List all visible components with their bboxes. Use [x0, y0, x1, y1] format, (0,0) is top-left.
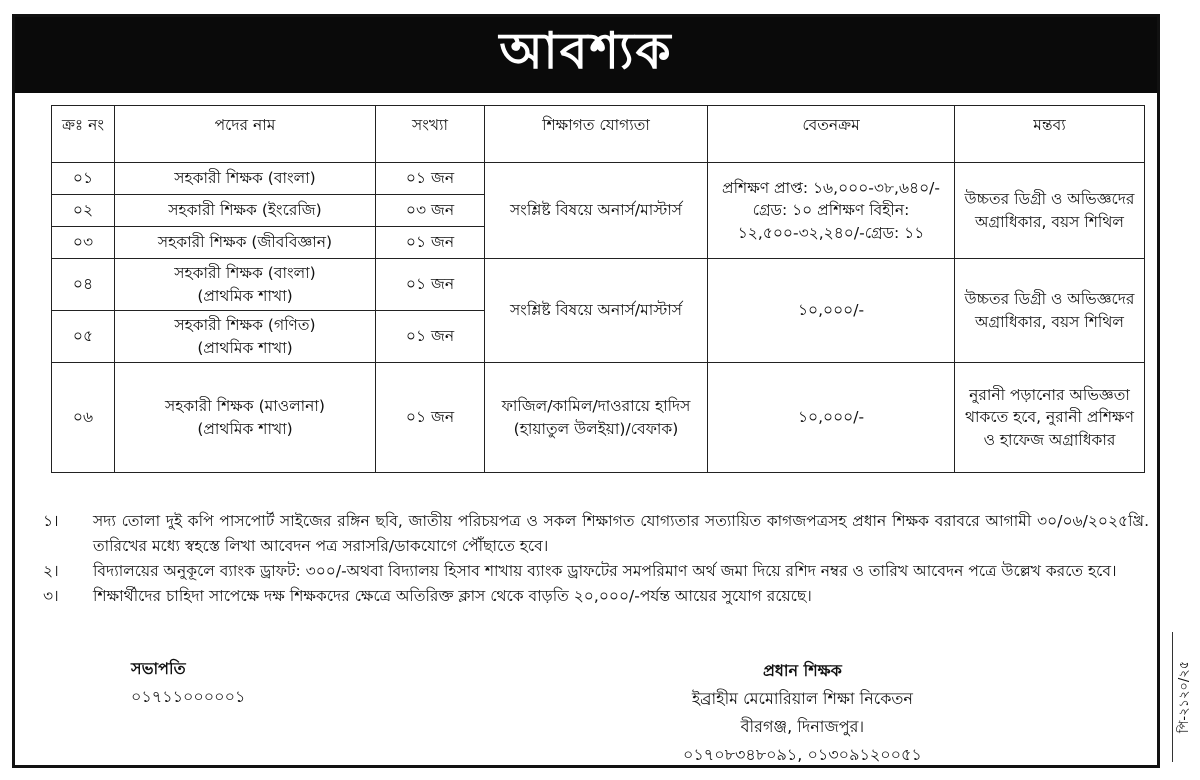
term-number: ১।	[43, 512, 59, 530]
term-text: সদ্য তোলা দুই কপি পাসপোর্ট সাইজের রঙ্গিন ছবি, জাতীয় পরিচয়পত্র ও সকল শিক্ষাগত যোগ্যতার সত্যায়িত কাগজপত্রসহ প্রধান শিক্ষক বরাবরে আগামী ৩০/০৬/২০২৫খ্রি. তারিখের মধ্যে স্বহস্তে লিখা আবেদন পত্র সরাসরি/ডাকযোগে পৌঁছাতে হবে।	[93, 512, 1149, 555]
list-item	[39, 559, 1149, 584]
group1-pay-scale: প্রশিক্ষণ প্রাপ্ত: ১৬,০০০-৩৮,৬৪০/-গ্রেড: ১০ প্রশিক্ষণ বিহীন: ১২,৫০০-৩২,২৪০/-গ্রেড: ১১	[708, 163, 955, 259]
group3-education: ফাজিল/কামিল/দাওরায়ে হাদিস (হায়াতুল উলইয়া)/বেফাক)	[485, 363, 708, 473]
header-remarks: মন্তব্য	[955, 106, 1145, 163]
header-serial: ক্রঃ নং	[52, 106, 115, 163]
row-count: ০১ জন	[376, 311, 485, 363]
row-count: ০৩ জন	[376, 195, 485, 227]
president-title: সভাপতি	[131, 659, 186, 678]
president-phone: ০১৭১১০০০০০১	[131, 687, 246, 706]
term-text: শিক্ষার্থীদের চাহিদা সাপেক্ষে দক্ষ শিক্ষকদের ক্ষেত্রে অতিরিক্ত ক্লাস থেকে বাড়তি ২০,০০০/-পর্যন্ত আয়ের সুযোগ রয়েছে।	[93, 587, 812, 605]
row-serial: ০৬	[52, 363, 115, 473]
row-post-branch: (প্রাথমিক শাখা)	[197, 419, 293, 438]
term-number: ২।	[43, 562, 59, 580]
headteacher-phones: ০১৭০৮৩৪৮০৯১, ০১৩০৯১২০০৫১	[683, 745, 922, 764]
row-count: ০১ জন	[376, 227, 485, 259]
row-post-title: সহকারী শিক্ষক (বাংলা)	[174, 264, 316, 283]
table-row	[52, 363, 1145, 473]
table-row	[52, 163, 1145, 195]
advertisement-frame	[12, 14, 1160, 768]
row-post-title: সহকারী শিক্ষক (গণিত)	[174, 316, 316, 335]
header-pay-scale: বেতনক্রম	[708, 106, 955, 163]
vacancy-table	[51, 105, 1145, 473]
headteacher-signature-block	[683, 657, 922, 769]
terms-list	[39, 509, 1149, 609]
row-post-name	[115, 311, 376, 363]
table-row	[52, 259, 1145, 311]
row-post-branch: (প্রাথমিক শাখা)	[197, 338, 293, 357]
group1-education: সংশ্লিষ্ট বিষয়ে অনার্স/মাস্টার্স	[485, 163, 708, 259]
row-post-name: সহকারী শিক্ষক (জীববিজ্ঞান)	[115, 227, 376, 259]
row-serial: ০৪	[52, 259, 115, 311]
list-item	[39, 584, 1149, 609]
group2-remarks: উচ্চতর ডিগ্রী ও অভিজ্ঞদের অগ্রাধিকার, বয়স শিথিল	[955, 259, 1145, 363]
row-post-name	[115, 363, 376, 473]
header-post-name: পদের নাম	[115, 106, 376, 163]
row-post-branch: (প্রাথমিক শাখা)	[197, 286, 293, 305]
row-serial: ০২	[52, 195, 115, 227]
publication-code: পি-২১২০/২৫	[1172, 632, 1192, 762]
table-header-row	[52, 106, 1145, 163]
group3-pay-scale: ১০,০০০/-	[708, 363, 955, 473]
row-post-name: সহকারী শিক্ষক (বাংলা)	[115, 163, 376, 195]
header-count: সংখ্যা	[376, 106, 485, 163]
institution-name: ইব্রাহীম মেমোরিয়াল শিক্ষা নিকেতন	[691, 689, 913, 708]
headteacher-title: প্রধান শিক্ষক	[762, 661, 842, 680]
header-education: শিক্ষাগত যোগ্যতা	[485, 106, 708, 163]
group2-pay-scale: ১০,০০০/-	[708, 259, 955, 363]
row-post-name	[115, 259, 376, 311]
row-post-title: সহকারী শিক্ষক (মাওলানা)	[165, 397, 325, 416]
row-serial: ০৩	[52, 227, 115, 259]
row-count: ০১ জন	[376, 363, 485, 473]
president-signature-block	[131, 655, 245, 711]
row-serial: ০৫	[52, 311, 115, 363]
group2-education: সংশ্লিষ্ট বিষয়ে অনার্স/মাস্টার্স	[485, 259, 708, 363]
group3-remarks: নুরানী পড়ানোর অভিজ্ঞতা থাকতে হবে, নুরানী প্রশিক্ষণ ও হাফেজ অগ্রাধিকার	[955, 363, 1145, 473]
term-text: বিদ্যালয়ের অনুকূলে ব্যাংক ড্রাফট: ৩০০/-অথবা বিদ্যালয় হিসাব শাখায় ব্যাংক ড্রাফটের সমপরিমাণ অর্থ জমা দিয়ে রশিদ নম্বর ও তারিখ আবেদন পত্রে উল্লেখ করতে হবে।	[93, 562, 1117, 580]
row-serial: ০১	[52, 163, 115, 195]
list-item	[39, 509, 1149, 559]
institution-address: বীরগঞ্জ, দিনাজপুর।	[740, 717, 865, 736]
row-count: ০১ জন	[376, 163, 485, 195]
advertisement-title: আবশ্যক	[15, 17, 1157, 93]
term-number: ৩।	[43, 587, 59, 605]
row-post-name: সহকারী শিক্ষক (ইংরেজি)	[115, 195, 376, 227]
group1-remarks: উচ্চতর ডিগ্রী ও অভিজ্ঞদের অগ্রাধিকার, বয়স শিথিল	[955, 163, 1145, 259]
row-count: ০১ জন	[376, 259, 485, 311]
